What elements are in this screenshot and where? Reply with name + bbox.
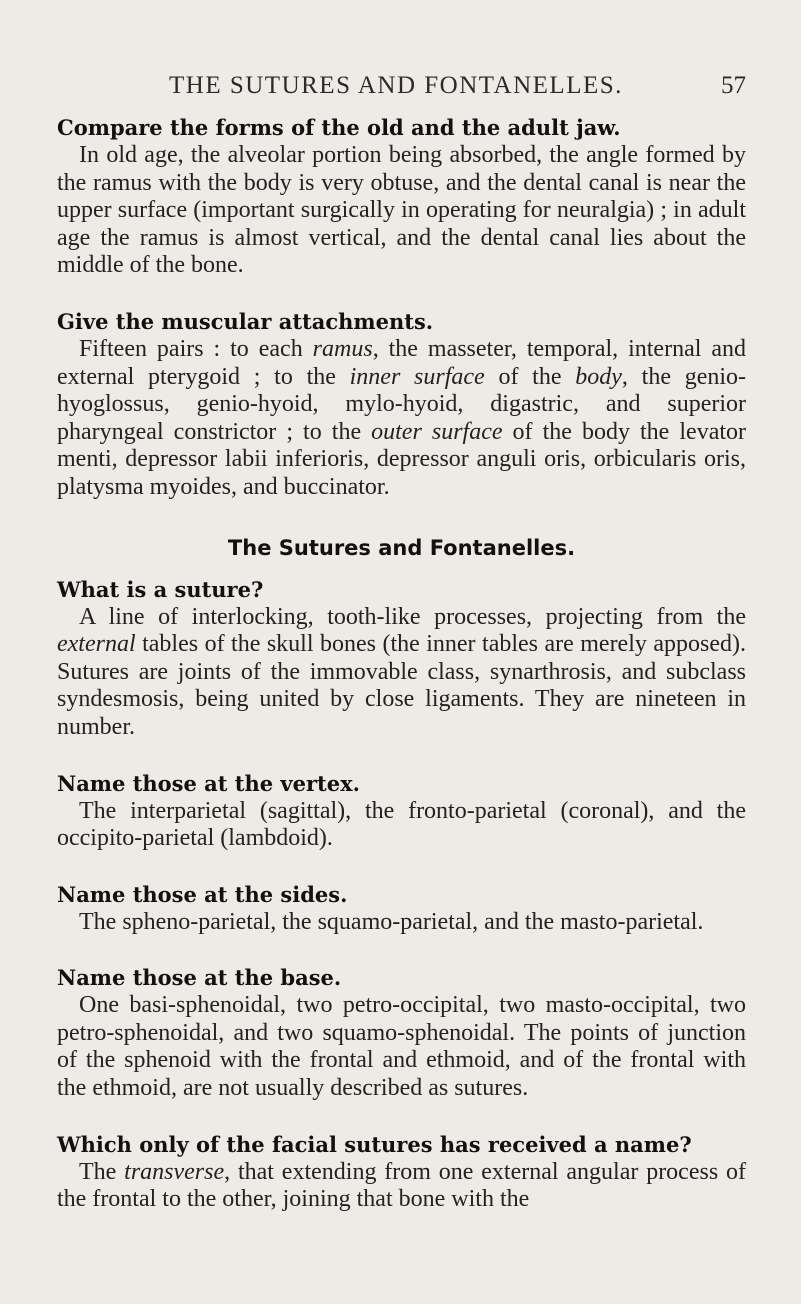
answer-base-sutures: One basi-sphenoidal, two petro-occipital, two masto-occipital, two petro-sphenoidal, and two squamo-sphenoidal. The points of junction of the sphenoid with the frontal and ethmoid, and of the frontal with the ethmoid, are not usually described as sutures. bbox=[57, 992, 746, 1102]
answer-emphasis: external bbox=[57, 631, 136, 658]
question-muscular-attachments: Give the muscular attachments. bbox=[57, 308, 434, 334]
answer-text: The bbox=[79, 1158, 125, 1185]
page-number: 57 bbox=[721, 72, 746, 99]
answer-text: , the masseter, temporal, internal and external pterygoid ; to the bbox=[57, 335, 747, 390]
paragraph-gap bbox=[57, 502, 746, 530]
running-title: THE SUTURES AND FONTANELLES. bbox=[169, 72, 623, 99]
paragraph-gap bbox=[57, 280, 746, 308]
question-side-sutures: Name those at the sides. bbox=[57, 881, 348, 907]
answer-text: , the genio-hyoglossus, genio-hyoid, mylo-hyoid, digastric, and superior pharyngeal constrictor ; to the bbox=[57, 363, 747, 445]
answer-what-is-suture bbox=[57, 604, 746, 742]
question-base-sutures: Name those at the base. bbox=[57, 965, 342, 991]
paragraph-gap bbox=[57, 742, 746, 770]
question-vertex-sutures: Name those at the vertex. bbox=[57, 770, 360, 796]
answer-emphasis: outer surface bbox=[371, 418, 503, 445]
paragraph-gap bbox=[57, 936, 746, 964]
answer-vertex-sutures: The interparietal (sagittal), the fronto-parietal (coronal), and the occipito-parietal (lambdoid). bbox=[57, 797, 746, 852]
answer-text: A line of interlocking, tooth-like processes, projecting from the bbox=[79, 603, 746, 630]
section-heading: The Sutures and Fontanelles. bbox=[227, 535, 576, 560]
answer-emphasis: transverse bbox=[124, 1158, 225, 1185]
question-what-is-suture: What is a suture? bbox=[57, 576, 264, 602]
answer-jaw-forms: In old age, the alveolar portion being absorbed, the angle formed by the ramus with the body is very obtuse, and the dental canal is near the upper surface (important surgically in operating for neuralgia) ; in adult age the ramus is almost vertical, and the dental canal lies about the middle of the bone. bbox=[57, 142, 746, 279]
answer-muscular-attachments bbox=[57, 336, 746, 502]
question-facial-sutures: Which only of the facial sutures has received a name? bbox=[57, 1131, 692, 1157]
answer-text: of the body the levator menti, depressor labii inferioris, depressor anguli oris, orbicularis oris, platysma myoides, and buccinator. bbox=[57, 418, 746, 500]
paragraph-gap bbox=[57, 853, 746, 881]
answer-text: tables of the skull bones (the inner tables are merely apposed). Sutures are joints of the immovable class, synarthrosis, and subclass syndesmosis, being united by close ligaments. They are nineteen in number. bbox=[57, 631, 746, 740]
answer-emphasis: inner surface bbox=[349, 363, 485, 390]
answer-emphasis: ramus bbox=[312, 335, 373, 362]
paragraph-gap bbox=[57, 1103, 746, 1131]
answer-side-sutures: The spheno-parietal, the squamo-parietal, and the masto-parietal. bbox=[79, 908, 704, 935]
answer-facial-sutures bbox=[57, 1159, 746, 1214]
answer-emphasis: body bbox=[575, 363, 622, 390]
answer-text: Fifteen pairs : to each bbox=[79, 335, 313, 362]
question-jaw-forms: Compare the forms of the old and the adult jaw. bbox=[57, 115, 621, 140]
answer-text: , that extending from one external angular process of the frontal to the other, joining that bone with the bbox=[57, 1158, 747, 1213]
answer-text: of the bbox=[484, 363, 576, 390]
running-head bbox=[57, 72, 746, 106]
